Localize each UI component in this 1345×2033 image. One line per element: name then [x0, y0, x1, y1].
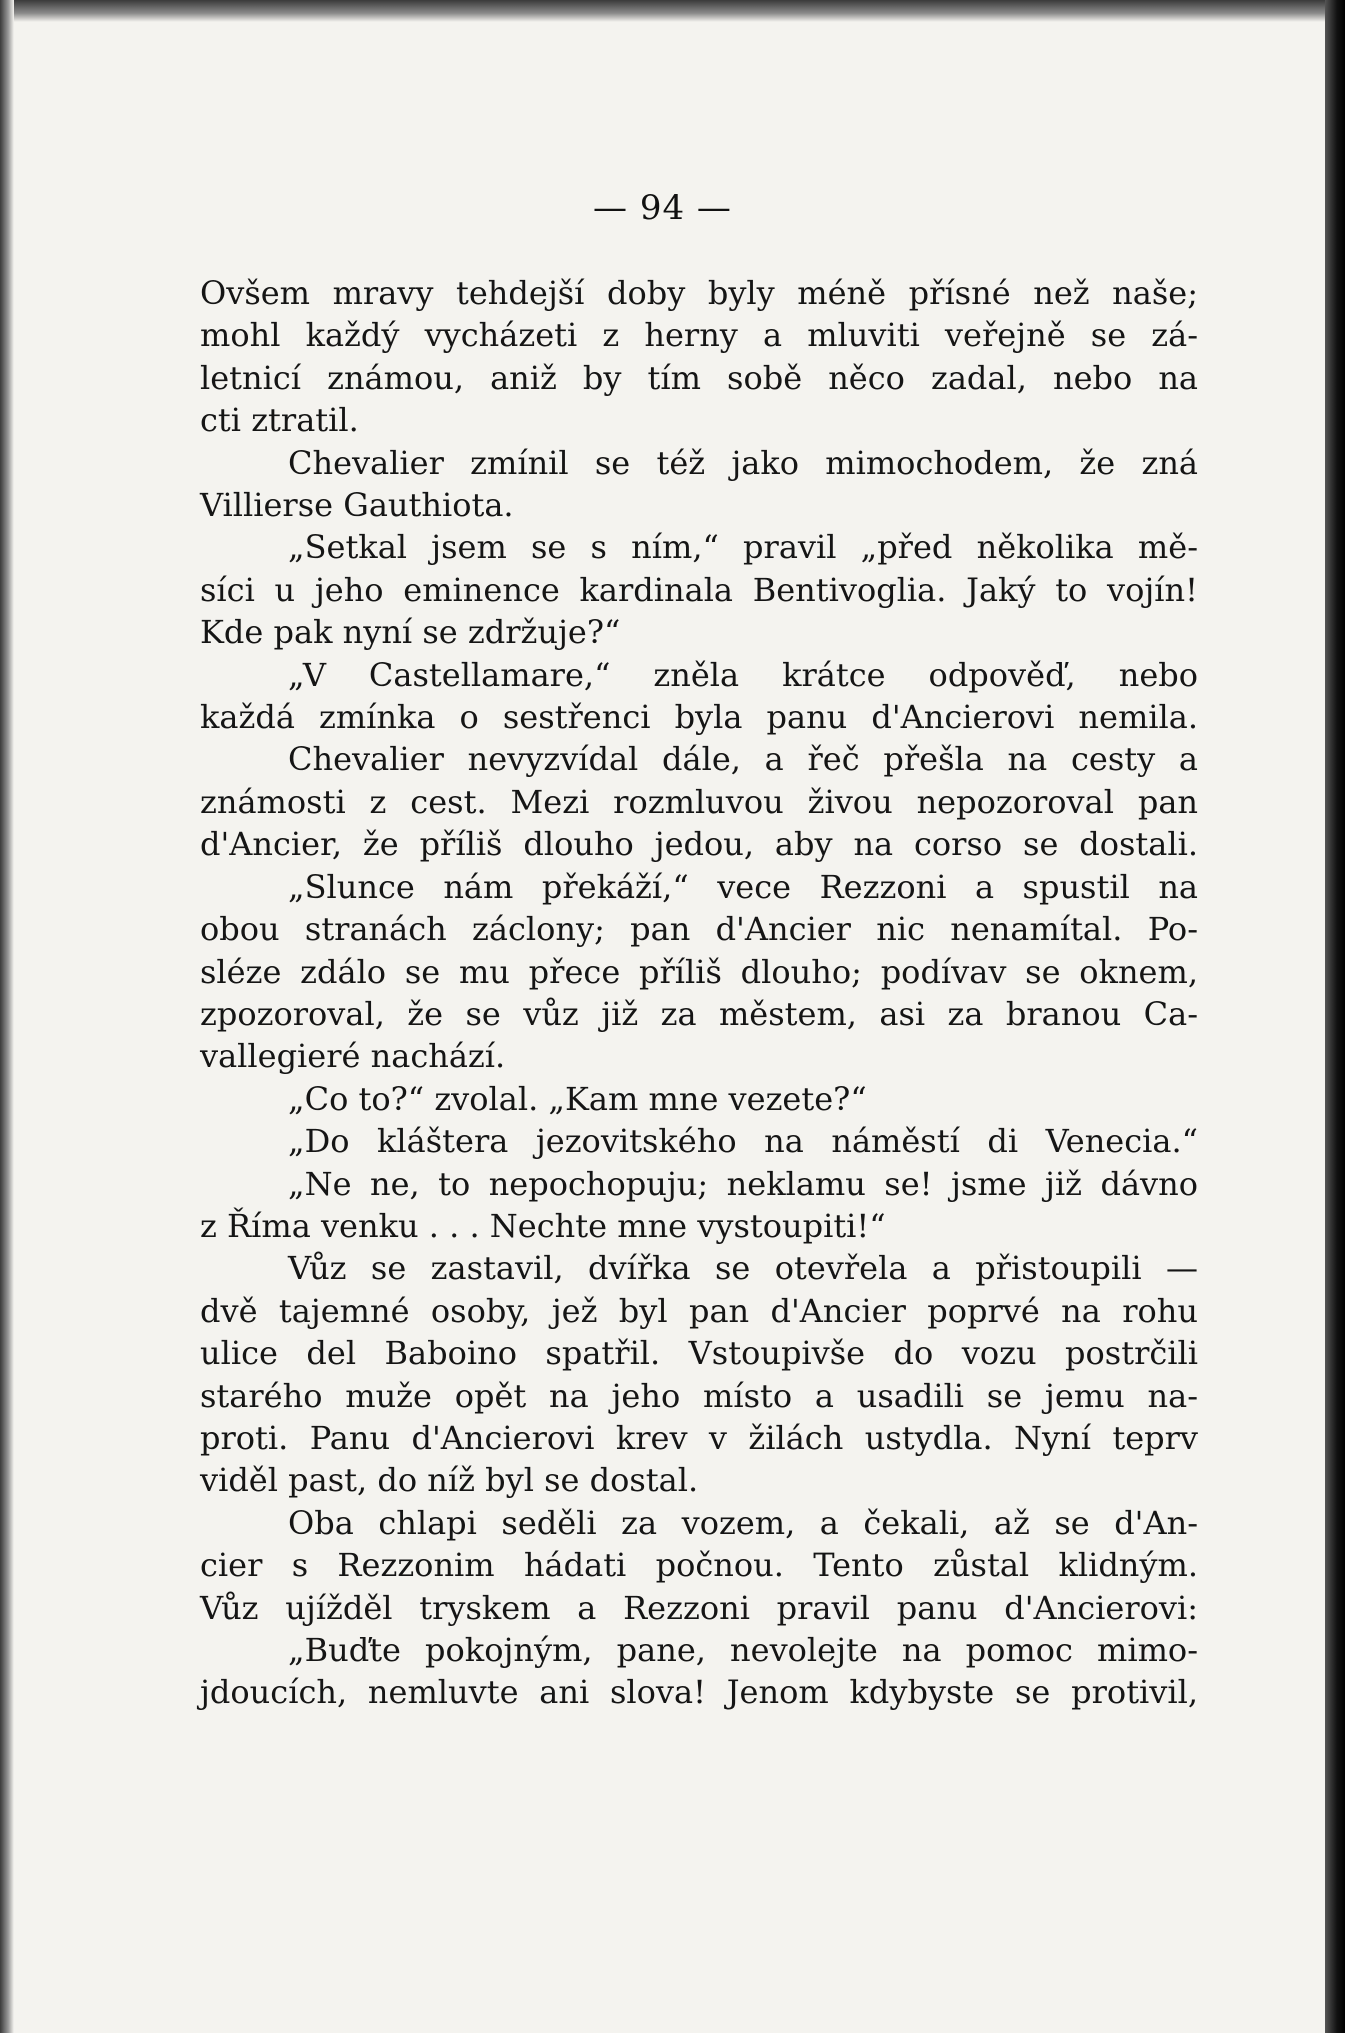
text-line: Vůz ujížděl tryskem a Rezzoni pravil panu d'Ancierovi:: [200, 1588, 1198, 1627]
page-top-shadow: [0, 0, 1325, 22]
text-line: cti ztratil.: [200, 401, 359, 440]
text-line: proti. Panu d'Ancierovi krev v žilách ustydla. Nyní teprv: [200, 1418, 1198, 1457]
text-line: dvě tajemné osoby, jež byl pan d'Ancier poprvé na rohu: [200, 1291, 1198, 1330]
text-line: obou stranách záclony; pan d'Ancier nic nenamítal. Po-: [200, 910, 1198, 949]
text-line: Kde pak nyní se zdržuje?“: [200, 613, 621, 652]
text-line: jdoucích, nemluvte ani slova! Jenom kdybyste se protivil,: [200, 1673, 1198, 1712]
text-line: síci u jeho eminence kardinala Bentivoglia. Jaký to vojín!: [200, 570, 1198, 609]
text-line: Ovšem mravy tehdejší doby byly méně přísné než naše;: [200, 274, 1198, 312]
text-line: „Setkal jsem se s ním,“ pravil „před několika mě-: [288, 528, 1198, 567]
text-line: známosti z cest. Mezi rozmluvou živou nepozoroval pan: [200, 782, 1198, 821]
text-line: zpozoroval, že se vůz již za městem, asi za branou Ca-: [200, 994, 1198, 1033]
text-line: cier s Rezzonim hádati počnou. Tento zůstal klidným.: [200, 1546, 1198, 1585]
text-line: „Co to?“ zvolal. „Kam mne vezete?“: [288, 1079, 867, 1118]
page-number: — 94 —: [593, 188, 732, 228]
text-line: mohl každý vycházeti z herny a mluviti veřejně se zá-: [200, 316, 1198, 355]
text-line: „Ne ne, to nepochopuju; neklamu se! jsme již dávno: [288, 1164, 1198, 1203]
text-line: ulice del Baboino spatřil. Vstoupivše do vozu postrčili: [200, 1334, 1198, 1373]
text-line: každá zmínka o sestřenci byla panu d'Ancierovi nemila.: [200, 698, 1198, 737]
text-line: „Buďte pokojným, pane, nevolejte na pomoc mimo-: [288, 1631, 1198, 1669]
text-line: starého muže opět na jeho místo a usadili se jemu na-: [200, 1376, 1198, 1415]
text-line: Chevalier zmínil se též jako mimochodem, že zná: [288, 443, 1198, 482]
text-line: vallegieré nachází.: [200, 1037, 506, 1076]
text-line: Villierse Gauthiota.: [200, 486, 514, 525]
text-line: „Slunce nám překáží,“ vece Rezzoni a spustil na: [288, 867, 1198, 906]
text-line: „V Castellamare,“ zněla krátce odpověď, nebo: [288, 655, 1198, 694]
text-line: „Do kláštera jezovitského na náměstí di Venecia.“: [288, 1122, 1198, 1161]
body-text: [200, 272, 1198, 1714]
text-line: viděl past, do níž byl se dostal.: [200, 1461, 699, 1500]
text-line: Oba chlapi seděli za vozem, a čekali, až se d'An-: [288, 1503, 1198, 1542]
text-line: Vůz se zastavil, dvířka se otevřela a přistoupili —: [288, 1249, 1198, 1288]
text-line: d'Ancier, že příliš dlouho jedou, aby na corso se dostali.: [200, 825, 1198, 864]
page-left-shadow: [0, 0, 14, 2033]
text-line: z Říma venku . . . Nechte mne vystoupiti!“: [200, 1206, 886, 1245]
text-line: letnicí známou, aniž by tím sobě něco zadal, nebo na: [200, 358, 1198, 397]
text-line: Chevalier nevyzvídal dále, a řeč přešla na cesty a: [288, 740, 1198, 779]
book-spine-shadow: [1325, 0, 1345, 2033]
text-line: sléze zdálo se mu přece příliš dlouho; podívav se oknem,: [200, 952, 1198, 991]
